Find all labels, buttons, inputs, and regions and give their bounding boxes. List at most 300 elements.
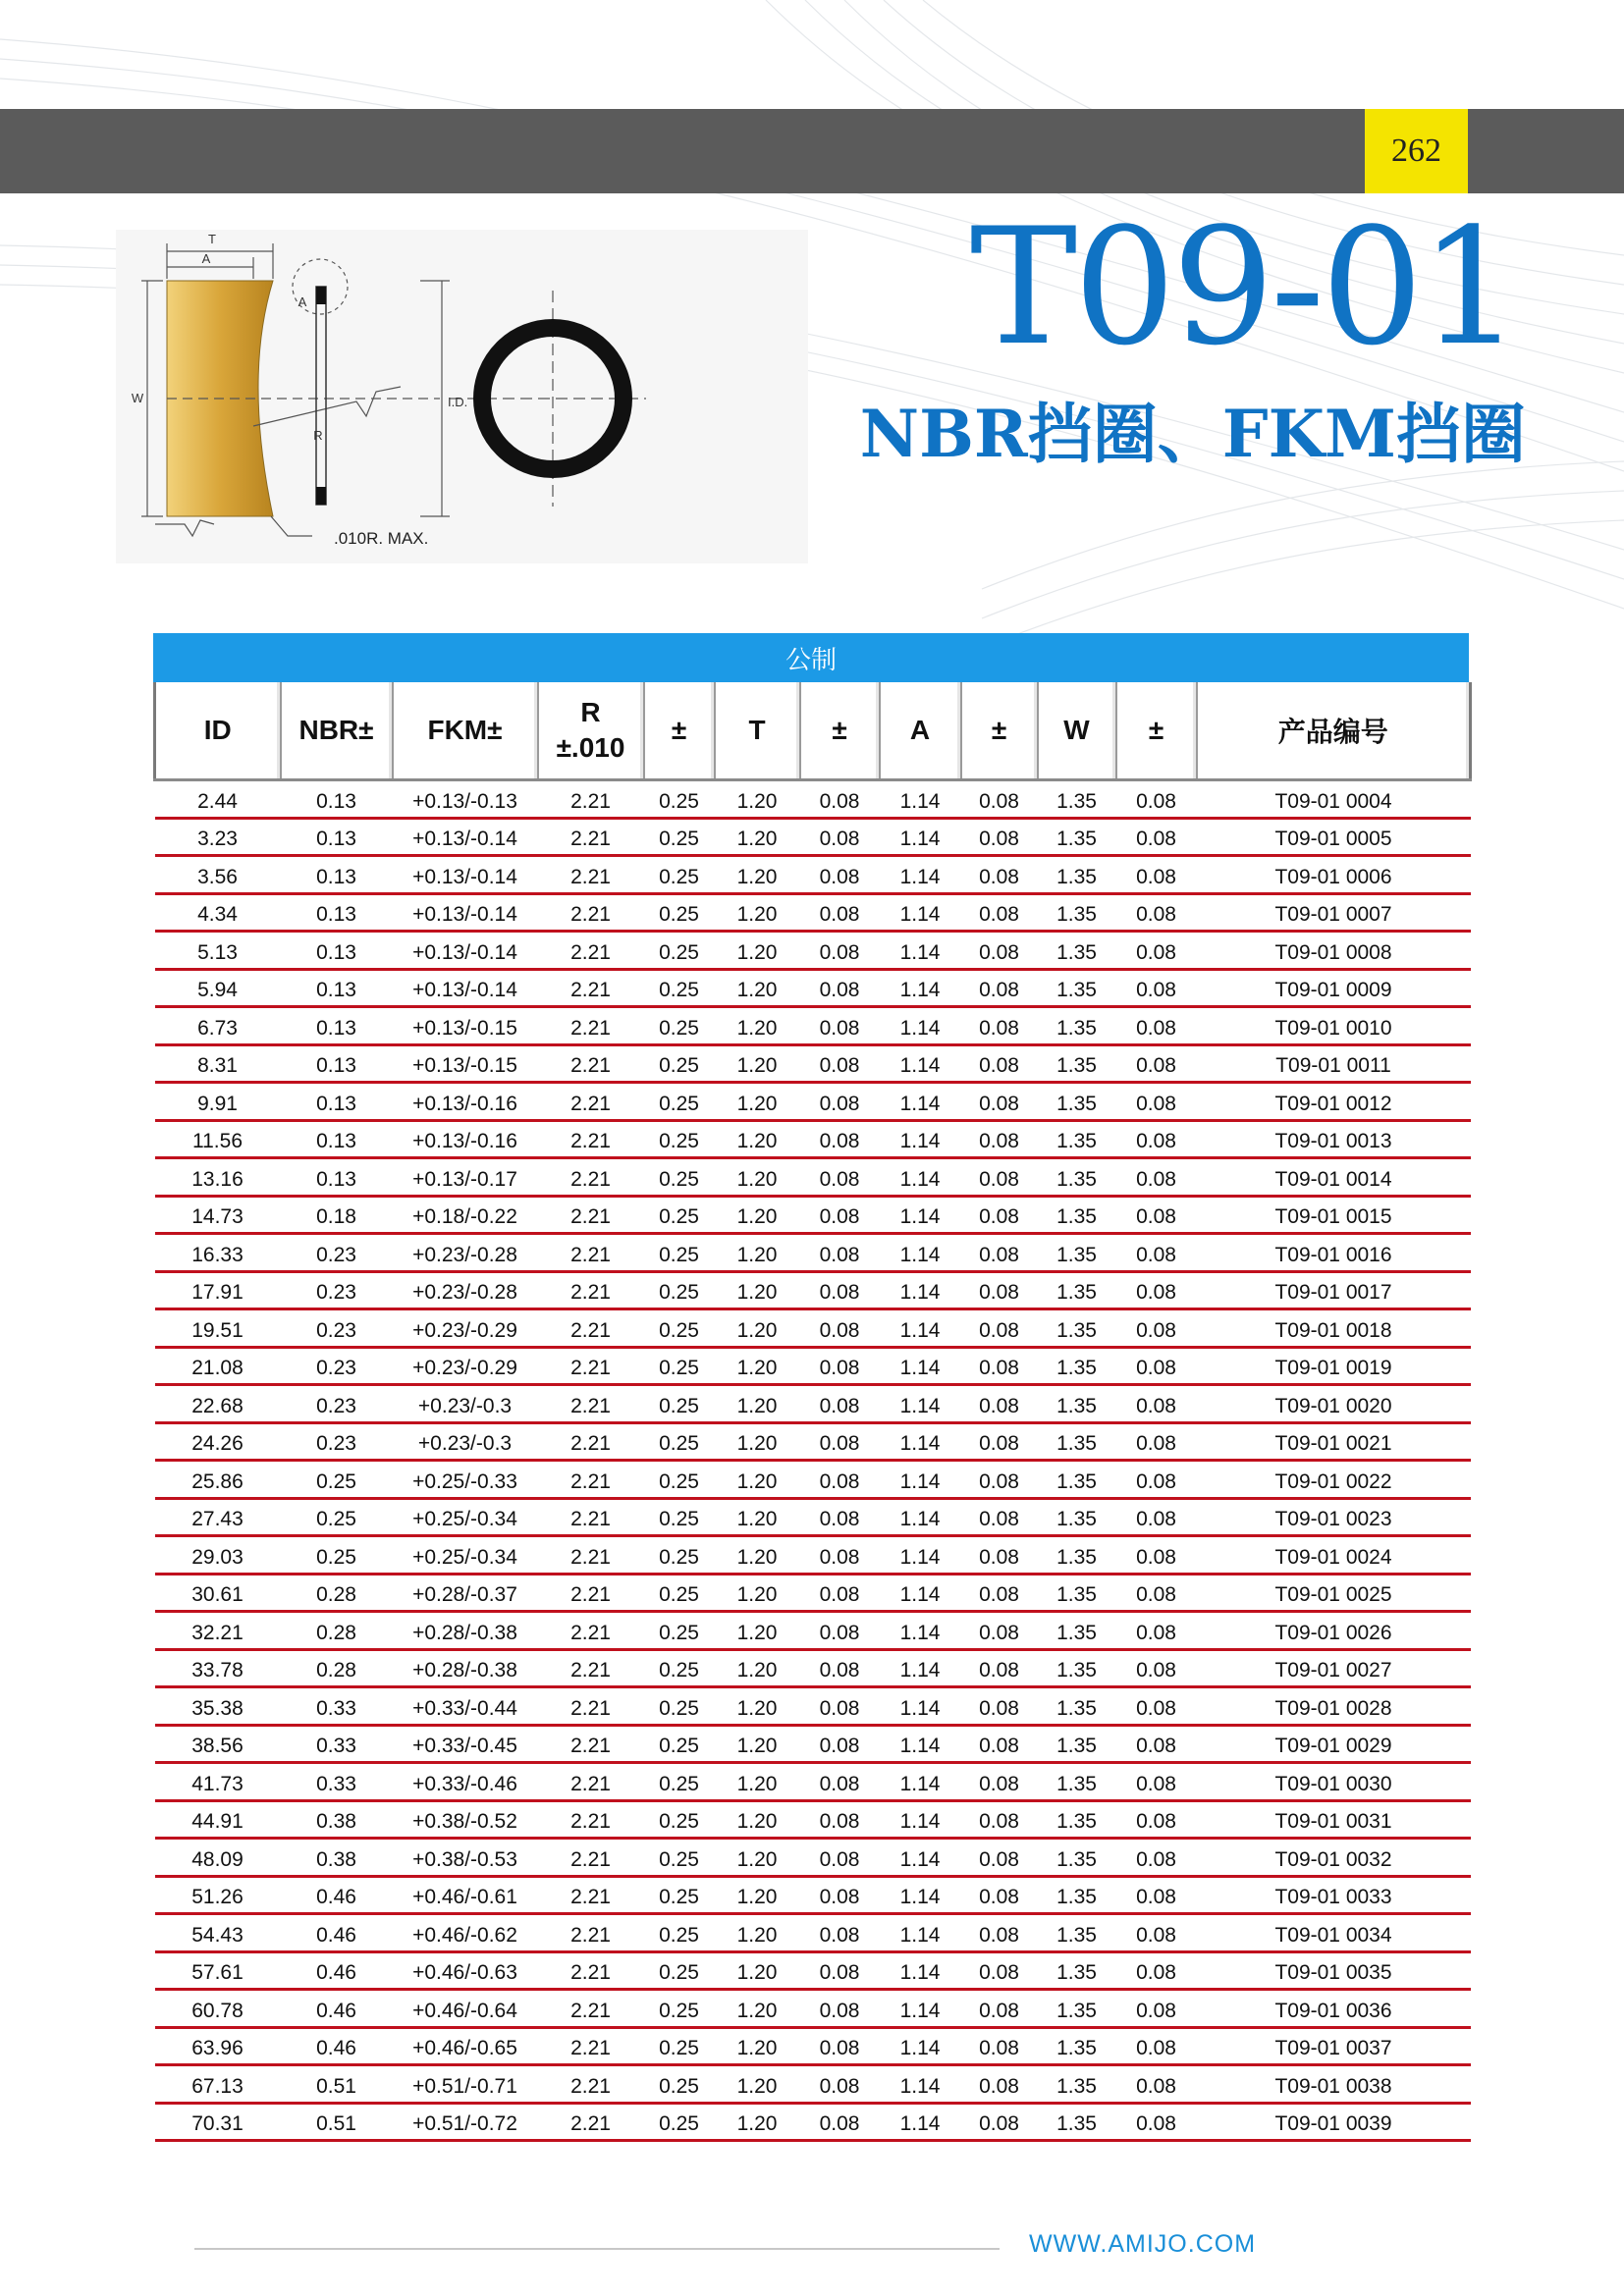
table-cell: 0.08 xyxy=(961,1158,1038,1197)
table-cell: 0.08 xyxy=(961,2027,1038,2065)
table-cell: 1.20 xyxy=(715,1007,800,1045)
footer-url: WWW.AMIJO.COM xyxy=(1029,2230,1257,2258)
table-cell: 0.08 xyxy=(961,818,1038,856)
table-row xyxy=(155,818,1471,856)
table-cell: T09-01 0037 xyxy=(1197,2027,1471,2065)
table-cell: 1.20 xyxy=(715,1309,800,1348)
table-cell: 1.14 xyxy=(880,1612,961,1650)
table-row xyxy=(155,1422,1471,1461)
table-cell: T09-01 0039 xyxy=(1197,2103,1471,2141)
table-cell: 1.14 xyxy=(880,1574,961,1612)
table-cell: 0.25 xyxy=(644,1612,715,1650)
table-cell: +0.33/-0.44 xyxy=(393,1687,538,1726)
table-cell: 0.25 xyxy=(644,1990,715,2028)
table-cell: 0.25 xyxy=(644,1347,715,1385)
page-subtitle: NBR挡圈、FKM挡圈 xyxy=(859,396,1526,472)
table-cell: 2.21 xyxy=(538,1385,644,1423)
table-cell: 0.08 xyxy=(1116,1461,1197,1499)
table-cell: 0.08 xyxy=(961,1876,1038,1914)
table-cell: T09-01 0025 xyxy=(1197,1574,1471,1612)
table-cell: 0.25 xyxy=(644,1687,715,1726)
table-cell: 33.78 xyxy=(155,1649,281,1687)
col-nbr: NBR± xyxy=(281,682,393,780)
table-cell: 0.08 xyxy=(1116,1725,1197,1763)
table-cell: T09-01 0009 xyxy=(1197,969,1471,1007)
table-cell: 0.46 xyxy=(281,1914,393,1952)
col-fkm: FKM± xyxy=(393,682,538,780)
table-cell: T09-01 0015 xyxy=(1197,1196,1471,1234)
table-cell: 2.21 xyxy=(538,893,644,932)
table-cell: 0.08 xyxy=(1116,1347,1197,1385)
table-cell: 1.20 xyxy=(715,932,800,970)
table-cell: 0.08 xyxy=(800,1385,880,1423)
table-cell: 1.14 xyxy=(880,1271,961,1309)
page-title: T09-01 xyxy=(969,193,1518,381)
table-cell: 32.21 xyxy=(155,1612,281,1650)
table-cell: 1.35 xyxy=(1038,1385,1116,1423)
table-cell: 0.23 xyxy=(281,1385,393,1423)
table-cell: +0.28/-0.37 xyxy=(393,1574,538,1612)
table-cell: 0.08 xyxy=(800,932,880,970)
table-cell: +0.33/-0.45 xyxy=(393,1725,538,1763)
table-row xyxy=(155,1309,1471,1348)
table-cell: 2.21 xyxy=(538,2027,644,2065)
table-cell: 0.25 xyxy=(644,893,715,932)
table-cell: 1.14 xyxy=(880,1158,961,1197)
table-cell: 0.08 xyxy=(1116,1271,1197,1309)
table-cell: 0.08 xyxy=(961,1347,1038,1385)
table-cell: 0.13 xyxy=(281,1007,393,1045)
table-cell: 0.25 xyxy=(644,2027,715,2065)
table-cell: 0.08 xyxy=(800,1649,880,1687)
table-cell: 1.35 xyxy=(1038,932,1116,970)
table-cell: 2.21 xyxy=(538,1044,644,1083)
table-cell: 0.08 xyxy=(800,1347,880,1385)
table-cell: +0.13/-0.16 xyxy=(393,1120,538,1158)
table-cell: 1.35 xyxy=(1038,1649,1116,1687)
table-row xyxy=(155,1007,1471,1045)
label-t: T xyxy=(208,232,216,246)
table-cell: 0.08 xyxy=(800,1044,880,1083)
table-cell: 0.08 xyxy=(961,1725,1038,1763)
table-cell: 2.21 xyxy=(538,1800,644,1839)
table-cell: +0.38/-0.52 xyxy=(393,1800,538,1839)
table-cell: 1.35 xyxy=(1038,1044,1116,1083)
table-cell: 1.20 xyxy=(715,1763,800,1801)
table-cell: 2.21 xyxy=(538,1422,644,1461)
table-row xyxy=(155,1914,1471,1952)
table-cell: 0.08 xyxy=(1116,856,1197,894)
table-cell: 0.08 xyxy=(961,856,1038,894)
size-table-grid xyxy=(153,682,1472,2142)
table-cell: 0.51 xyxy=(281,2065,393,2104)
table-row xyxy=(155,1990,1471,2028)
table-cell: 0.13 xyxy=(281,1158,393,1197)
table-cell: 0.08 xyxy=(1116,893,1197,932)
table-cell: 1.20 xyxy=(715,1158,800,1197)
table-row xyxy=(155,2065,1471,2104)
table-cell: T09-01 0020 xyxy=(1197,1385,1471,1423)
table-cell: 0.25 xyxy=(644,1498,715,1536)
table-cell: 0.33 xyxy=(281,1725,393,1763)
table-cell: 0.08 xyxy=(961,932,1038,970)
table-cell: +0.23/-0.29 xyxy=(393,1347,538,1385)
table-cell: 0.25 xyxy=(644,1309,715,1348)
table-cell: 54.43 xyxy=(155,1914,281,1952)
table-row xyxy=(155,1271,1471,1309)
table-cell: 0.08 xyxy=(800,1083,880,1121)
table-cell: 1.20 xyxy=(715,1044,800,1083)
table-cell: 0.08 xyxy=(1116,1422,1197,1461)
table-cell: 0.08 xyxy=(800,1725,880,1763)
table-cell: 1.14 xyxy=(880,1007,961,1045)
table-cell: T09-01 0005 xyxy=(1197,818,1471,856)
table-cell: 3.56 xyxy=(155,856,281,894)
table-cell: T09-01 0006 xyxy=(1197,856,1471,894)
table-cell: 2.21 xyxy=(538,1271,644,1309)
table-cell: 0.25 xyxy=(644,2065,715,2104)
label-id: I.D. xyxy=(448,395,468,409)
table-cell: 2.21 xyxy=(538,1649,644,1687)
table-cell: T09-01 0011 xyxy=(1197,1044,1471,1083)
table-cell: 0.25 xyxy=(644,1120,715,1158)
table-cell: 1.20 xyxy=(715,780,800,819)
table-cell: +0.13/-0.14 xyxy=(393,893,538,932)
table-cell: 2.21 xyxy=(538,1498,644,1536)
table-cell: 21.08 xyxy=(155,1347,281,1385)
table-cell: 0.08 xyxy=(1116,1007,1197,1045)
table-band: 公制 xyxy=(153,633,1469,682)
table-cell: 1.14 xyxy=(880,932,961,970)
table-cell: 0.25 xyxy=(644,1725,715,1763)
table-cell: 0.08 xyxy=(1116,1687,1197,1726)
table-cell: T09-01 0024 xyxy=(1197,1536,1471,1575)
table-cell: T09-01 0031 xyxy=(1197,1800,1471,1839)
table-row xyxy=(155,969,1471,1007)
table-cell: 1.35 xyxy=(1038,856,1116,894)
table-cell: 5.13 xyxy=(155,932,281,970)
table-cell: 0.25 xyxy=(281,1498,393,1536)
col-w: W xyxy=(1038,682,1116,780)
table-cell: 8.31 xyxy=(155,1044,281,1083)
table-cell: 1.14 xyxy=(880,1951,961,1990)
table-cell: 0.08 xyxy=(1116,1385,1197,1423)
table-cell: +0.33/-0.46 xyxy=(393,1763,538,1801)
table-cell: 1.35 xyxy=(1038,1876,1116,1914)
table-cell: 0.08 xyxy=(800,1612,880,1650)
table-cell: 0.25 xyxy=(644,1234,715,1272)
table-cell: 0.08 xyxy=(1116,1914,1197,1952)
table-cell: 0.28 xyxy=(281,1574,393,1612)
table-cell: 1.20 xyxy=(715,1839,800,1877)
table-cell: 35.38 xyxy=(155,1687,281,1726)
table-cell: 30.61 xyxy=(155,1574,281,1612)
table-cell: 0.13 xyxy=(281,780,393,819)
table-cell: 24.26 xyxy=(155,1422,281,1461)
table-cell: 1.14 xyxy=(880,1536,961,1575)
table-cell: 1.35 xyxy=(1038,1612,1116,1650)
table-cell: 0.23 xyxy=(281,1347,393,1385)
table-cell: 9.91 xyxy=(155,1083,281,1121)
table-cell: 1.14 xyxy=(880,1839,961,1877)
table-cell: 4.34 xyxy=(155,893,281,932)
table-cell: 1.14 xyxy=(880,1687,961,1726)
table-cell: 16.33 xyxy=(155,1234,281,1272)
table-cell: 1.20 xyxy=(715,1687,800,1726)
table-cell: 1.14 xyxy=(880,1385,961,1423)
table-cell: T09-01 0010 xyxy=(1197,1007,1471,1045)
table-cell: 17.91 xyxy=(155,1271,281,1309)
table-cell: 1.14 xyxy=(880,1347,961,1385)
table-cell: 48.09 xyxy=(155,1839,281,1877)
table-row xyxy=(155,1196,1471,1234)
table-cell: 0.08 xyxy=(1116,1612,1197,1650)
table-cell: 2.21 xyxy=(538,1763,644,1801)
table-cell: +0.46/-0.61 xyxy=(393,1876,538,1914)
table-row xyxy=(155,1385,1471,1423)
table-cell: 0.08 xyxy=(800,1196,880,1234)
table-cell: 14.73 xyxy=(155,1196,281,1234)
table-cell: 0.08 xyxy=(1116,818,1197,856)
table-cell: 1.20 xyxy=(715,1990,800,2028)
table-cell: 38.56 xyxy=(155,1725,281,1763)
table-cell: 0.08 xyxy=(1116,1536,1197,1575)
table-cell: 44.91 xyxy=(155,1800,281,1839)
table-row xyxy=(155,1347,1471,1385)
table-cell: 0.08 xyxy=(1116,1120,1197,1158)
table-cell: 0.08 xyxy=(1116,1309,1197,1348)
table-cell: 57.61 xyxy=(155,1951,281,1990)
table-cell: 2.21 xyxy=(538,780,644,819)
label-note: .010R. MAX. xyxy=(334,529,429,548)
table-cell: 5.94 xyxy=(155,969,281,1007)
table-cell: 0.08 xyxy=(961,1649,1038,1687)
table-cell: 1.20 xyxy=(715,1083,800,1121)
table-row xyxy=(155,1687,1471,1726)
table-cell: 0.08 xyxy=(961,2065,1038,2104)
table-cell: 0.08 xyxy=(1116,1990,1197,2028)
table-cell: 0.33 xyxy=(281,1687,393,1726)
table-row xyxy=(155,1158,1471,1197)
table-cell: 0.23 xyxy=(281,1309,393,1348)
table-cell: 1.14 xyxy=(880,780,961,819)
table-cell: 2.21 xyxy=(538,1120,644,1158)
table-cell: 1.20 xyxy=(715,2065,800,2104)
table-cell: T09-01 0034 xyxy=(1197,1914,1471,1952)
table-cell: 1.14 xyxy=(880,1083,961,1121)
table-cell: 0.08 xyxy=(1116,1763,1197,1801)
table-cell: 0.13 xyxy=(281,856,393,894)
table-cell: T09-01 0035 xyxy=(1197,1951,1471,1990)
table-cell: 1.14 xyxy=(880,1461,961,1499)
table-row xyxy=(155,1083,1471,1121)
table-cell: 51.26 xyxy=(155,1876,281,1914)
table-cell: 1.14 xyxy=(880,1649,961,1687)
table-cell: 0.25 xyxy=(281,1461,393,1499)
table-cell: 0.08 xyxy=(800,1914,880,1952)
table-row xyxy=(155,1044,1471,1083)
table-cell: 0.46 xyxy=(281,1990,393,2028)
table-cell: 1.20 xyxy=(715,1649,800,1687)
table-cell: 0.08 xyxy=(800,969,880,1007)
table-cell: 1.20 xyxy=(715,1461,800,1499)
table-cell: +0.25/-0.34 xyxy=(393,1536,538,1575)
table-cell: 1.35 xyxy=(1038,1574,1116,1612)
table-cell: 0.08 xyxy=(800,818,880,856)
table-row xyxy=(155,1763,1471,1801)
table-cell: +0.13/-0.15 xyxy=(393,1044,538,1083)
table-cell: 1.14 xyxy=(880,2065,961,2104)
table-cell: +0.46/-0.64 xyxy=(393,1990,538,2028)
table-cell: 1.14 xyxy=(880,1914,961,1952)
table-cell: 1.35 xyxy=(1038,2103,1116,2141)
table-cell: 0.08 xyxy=(1116,1083,1197,1121)
table-cell: 70.31 xyxy=(155,2103,281,2141)
table-cell: 1.35 xyxy=(1038,1007,1116,1045)
table-row xyxy=(155,1612,1471,1650)
table-cell: 1.35 xyxy=(1038,893,1116,932)
table-cell: 0.08 xyxy=(800,1687,880,1726)
table-cell: 0.08 xyxy=(961,1914,1038,1952)
table-cell: 1.35 xyxy=(1038,818,1116,856)
table-cell: +0.23/-0.3 xyxy=(393,1385,538,1423)
table-cell: 1.20 xyxy=(715,2027,800,2065)
table-cell: 0.08 xyxy=(961,1951,1038,1990)
table-cell: 13.16 xyxy=(155,1158,281,1197)
table-cell: 0.08 xyxy=(961,1687,1038,1726)
table-cell: T09-01 0027 xyxy=(1197,1649,1471,1687)
table-cell: 0.08 xyxy=(1116,1044,1197,1083)
table-cell: 0.18 xyxy=(281,1196,393,1234)
table-cell: 1.20 xyxy=(715,818,800,856)
table-cell: 0.25 xyxy=(644,1007,715,1045)
table-cell: 0.25 xyxy=(644,1951,715,1990)
table-cell: 0.08 xyxy=(1116,1839,1197,1877)
table-cell: 2.21 xyxy=(538,1990,644,2028)
table-cell: 0.08 xyxy=(1116,1800,1197,1839)
table-cell: 1.14 xyxy=(880,2103,961,2141)
table-cell: T09-01 0012 xyxy=(1197,1083,1471,1121)
table-cell: +0.13/-0.17 xyxy=(393,1158,538,1197)
table-cell: T09-01 0028 xyxy=(1197,1687,1471,1726)
table-cell: 0.13 xyxy=(281,1083,393,1121)
table-cell: T09-01 0007 xyxy=(1197,893,1471,932)
table-cell: 0.08 xyxy=(1116,932,1197,970)
table-cell: 1.20 xyxy=(715,1876,800,1914)
table-cell: 0.08 xyxy=(1116,969,1197,1007)
table-cell: 0.08 xyxy=(961,1461,1038,1499)
col-tol-t: ± xyxy=(800,682,880,780)
table-cell: 0.08 xyxy=(800,1763,880,1801)
table-cell: T09-01 0029 xyxy=(1197,1725,1471,1763)
table-cell: 1.35 xyxy=(1038,1309,1116,1348)
table-cell: 0.08 xyxy=(961,1839,1038,1877)
table-cell: T09-01 0033 xyxy=(1197,1876,1471,1914)
table-cell: 0.28 xyxy=(281,1649,393,1687)
table-cell: 1.20 xyxy=(715,1536,800,1575)
table-cell: 0.08 xyxy=(800,1951,880,1990)
table-cell: 1.35 xyxy=(1038,1083,1116,1121)
table-row xyxy=(155,1461,1471,1499)
table-cell: T09-01 0022 xyxy=(1197,1461,1471,1499)
table-cell: 1.35 xyxy=(1038,780,1116,819)
table-cell: 2.21 xyxy=(538,1612,644,1650)
table-cell: 0.08 xyxy=(1116,1951,1197,1990)
table-cell: 1.35 xyxy=(1038,1196,1116,1234)
table-row xyxy=(155,2103,1471,2141)
table-cell: 0.08 xyxy=(961,969,1038,1007)
table-cell: 2.21 xyxy=(538,932,644,970)
table-cell: 0.25 xyxy=(644,1649,715,1687)
table-cell: 2.21 xyxy=(538,1083,644,1121)
table-cell: 2.21 xyxy=(538,1951,644,1990)
table-cell: T09-01 0032 xyxy=(1197,1839,1471,1877)
table-cell: 0.08 xyxy=(800,1158,880,1197)
table-cell: 0.08 xyxy=(961,1044,1038,1083)
table-cell: 0.08 xyxy=(800,1574,880,1612)
table-cell: 0.13 xyxy=(281,893,393,932)
table-cell: 1.20 xyxy=(715,856,800,894)
table-cell: +0.18/-0.22 xyxy=(393,1196,538,1234)
table-cell: 1.35 xyxy=(1038,1234,1116,1272)
table-cell: 1.35 xyxy=(1038,1725,1116,1763)
table-cell: 0.25 xyxy=(644,1800,715,1839)
table-cell: 60.78 xyxy=(155,1990,281,2028)
table-cell: 1.20 xyxy=(715,1196,800,1234)
table-row xyxy=(155,856,1471,894)
table-cell: 0.25 xyxy=(644,2103,715,2141)
table-row xyxy=(155,1725,1471,1763)
table-cell: 0.08 xyxy=(1116,2027,1197,2065)
table-row xyxy=(155,932,1471,970)
table-cell: 1.20 xyxy=(715,1800,800,1839)
table-cell: 1.14 xyxy=(880,1990,961,2028)
table-cell: 11.56 xyxy=(155,1120,281,1158)
table-cell: +0.25/-0.33 xyxy=(393,1461,538,1499)
table-cell: 0.08 xyxy=(800,2027,880,2065)
label-a-detail: A xyxy=(298,294,307,309)
table-cell: 1.20 xyxy=(715,893,800,932)
table-cell: 0.08 xyxy=(800,893,880,932)
table-row xyxy=(155,1839,1471,1877)
table-cell: +0.23/-0.28 xyxy=(393,1271,538,1309)
table-cell: 41.73 xyxy=(155,1763,281,1801)
table-cell: 0.08 xyxy=(961,1083,1038,1121)
table-cell: 1.35 xyxy=(1038,1763,1116,1801)
table-cell: 29.03 xyxy=(155,1536,281,1575)
table-cell: +0.28/-0.38 xyxy=(393,1649,538,1687)
table-cell: T09-01 0013 xyxy=(1197,1120,1471,1158)
table-cell: 1.35 xyxy=(1038,1158,1116,1197)
table-cell: T09-01 0018 xyxy=(1197,1309,1471,1348)
table-cell: 1.20 xyxy=(715,1498,800,1536)
table-row xyxy=(155,1800,1471,1839)
table-cell: 0.25 xyxy=(644,856,715,894)
table-cell: 1.14 xyxy=(880,1498,961,1536)
table-cell: 0.08 xyxy=(961,1007,1038,1045)
col-t: T xyxy=(715,682,800,780)
table-cell: 0.13 xyxy=(281,932,393,970)
table-cell: +0.13/-0.14 xyxy=(393,932,538,970)
table-cell: 0.08 xyxy=(1116,1498,1197,1536)
table-cell: 1.14 xyxy=(880,1196,961,1234)
table-cell: 2.21 xyxy=(538,1725,644,1763)
table-cell: 1.35 xyxy=(1038,1839,1116,1877)
table-cell: 0.51 xyxy=(281,2103,393,2141)
table-cell: 2.44 xyxy=(155,780,281,819)
table-cell: 1.35 xyxy=(1038,1461,1116,1499)
table-cell: T09-01 0036 xyxy=(1197,1990,1471,2028)
